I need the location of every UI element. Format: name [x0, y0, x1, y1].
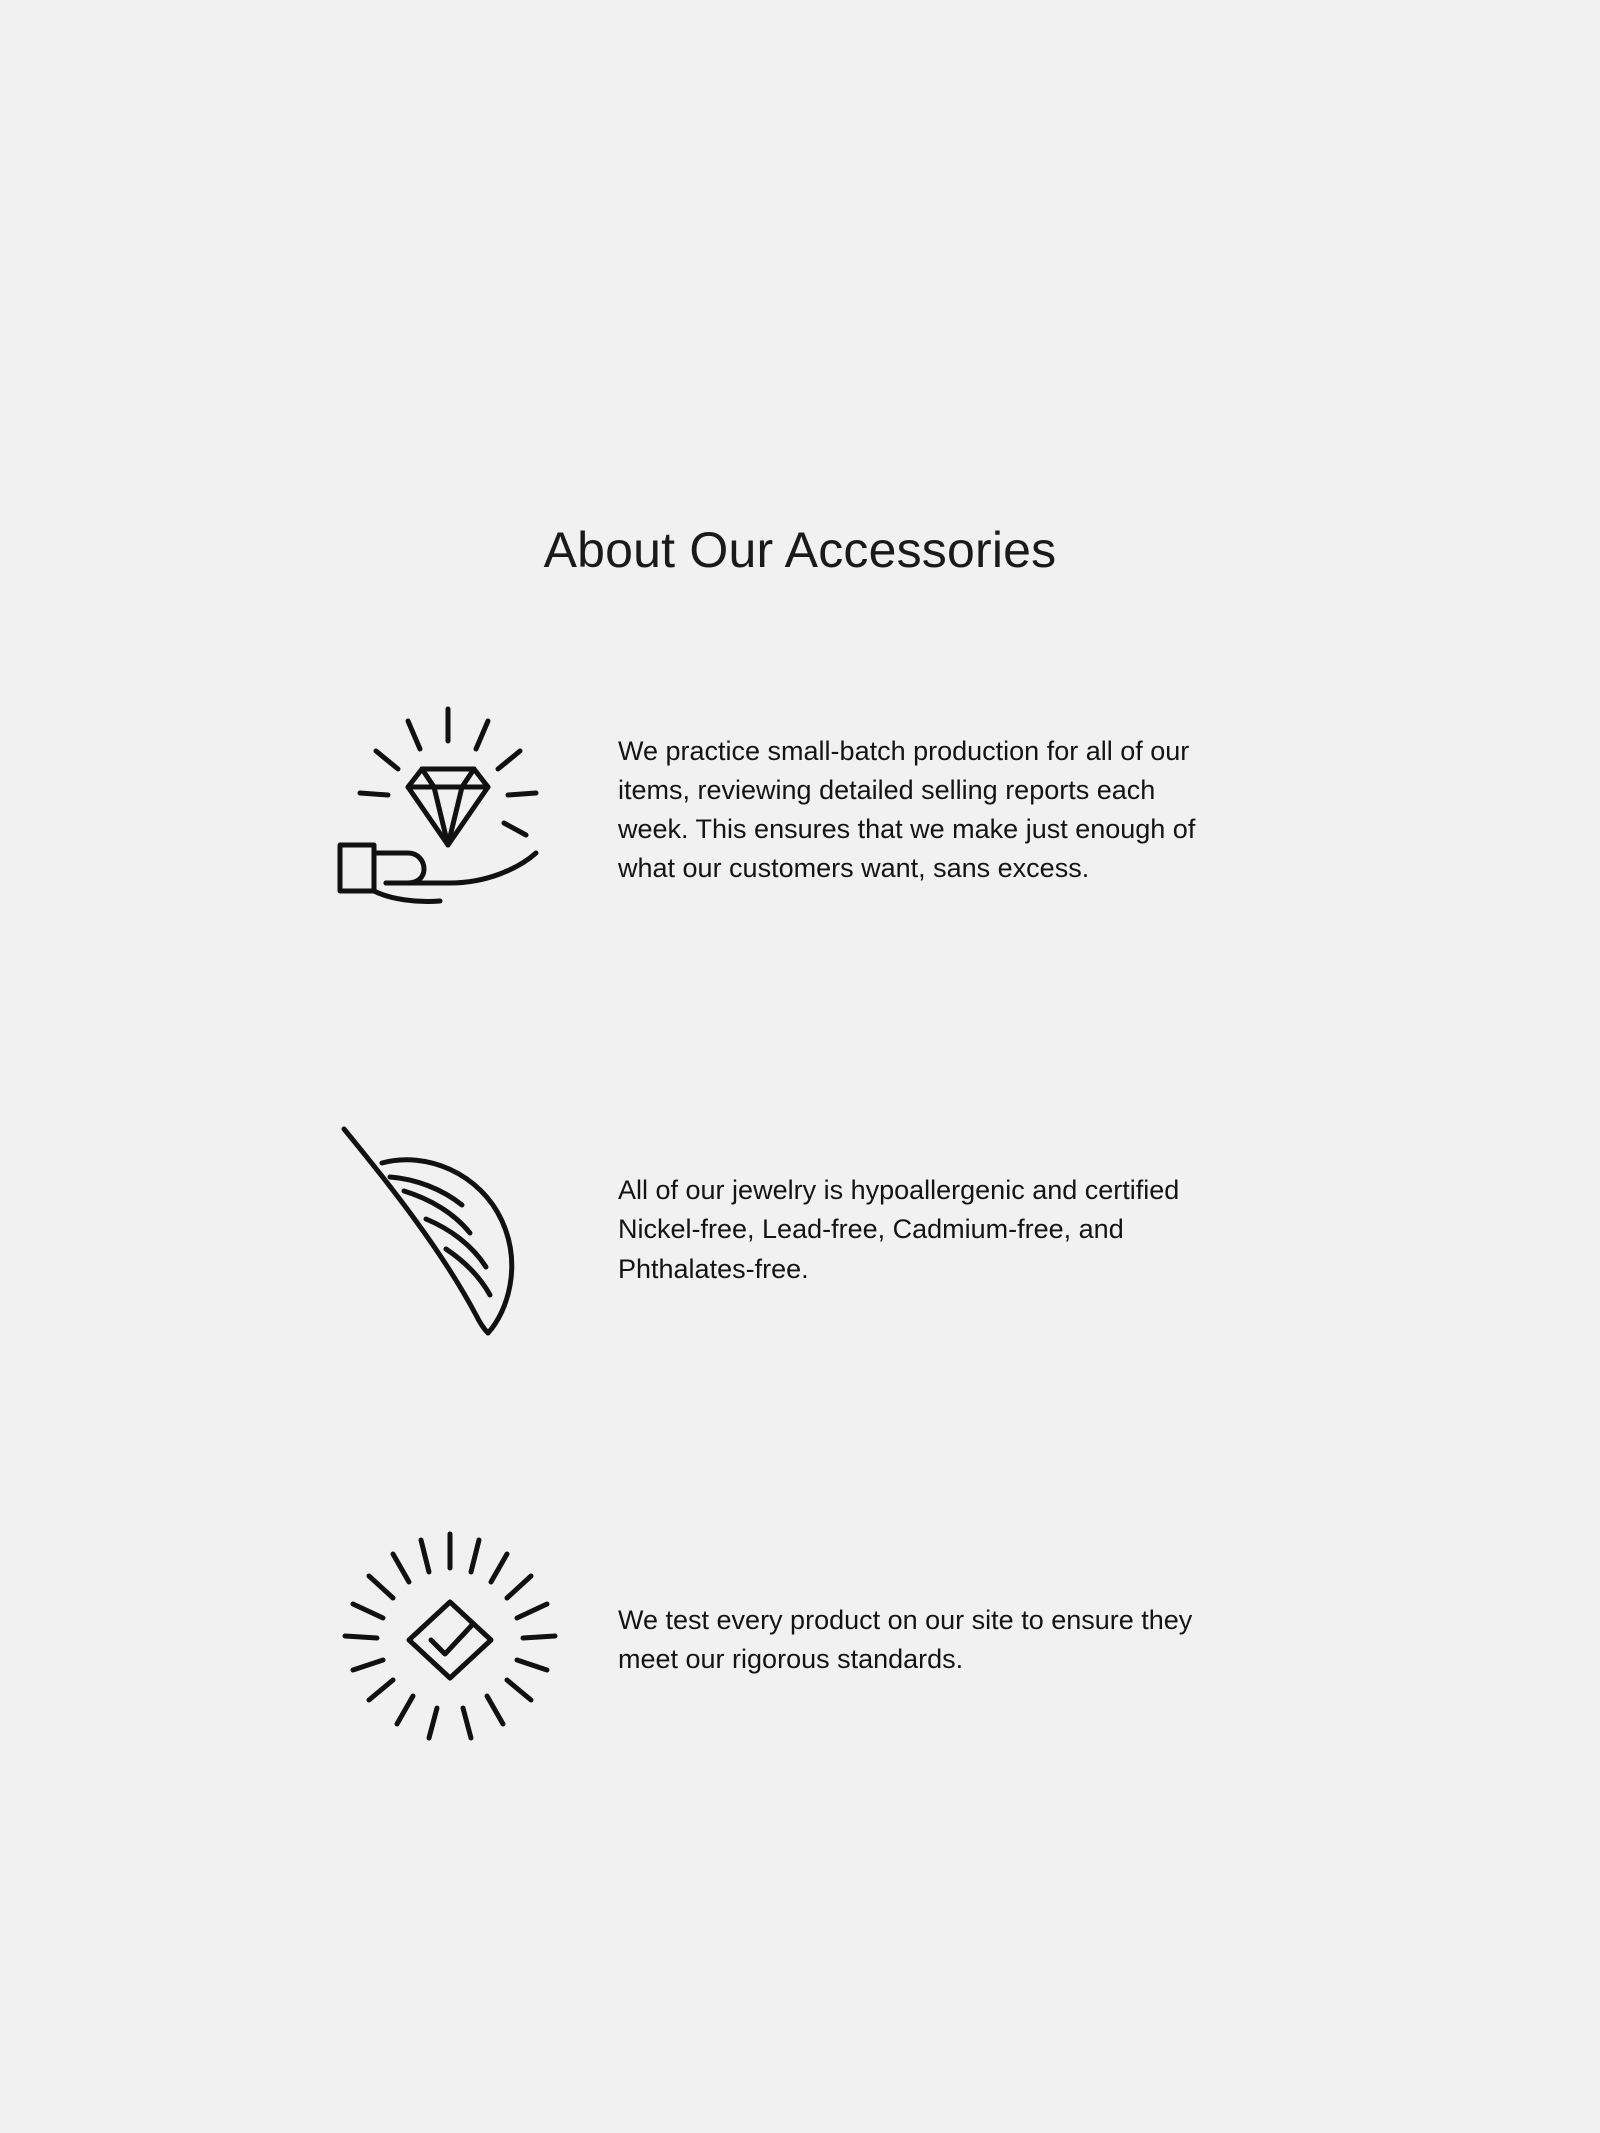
feature-list: [0, 660, 1600, 1780]
page-title: About Our Accessories: [543, 521, 1057, 578]
hand-holding-diamond-icon: [300, 675, 600, 945]
feature-item: [300, 1080, 1300, 1380]
feature-item: [300, 660, 1300, 960]
feature-item: [300, 1500, 1300, 1780]
feature-text: We test every product on our site to ensure they meet our rigorous standards.: [618, 1604, 1193, 1674]
feather-icon: [300, 1095, 600, 1365]
feature-text: All of our jewelry is hypoallergenic and certified Nickel-free, Lead-free, Cadmium-free, and Phthalates-free.: [618, 1175, 1180, 1284]
feature-text: We practice small-batch production for all of our items, reviewing detailed selling reports each week. This ensures that we make just enough of what our customers want, sans excess.: [618, 735, 1196, 884]
shining-checkmark-icon: [300, 1505, 600, 1775]
